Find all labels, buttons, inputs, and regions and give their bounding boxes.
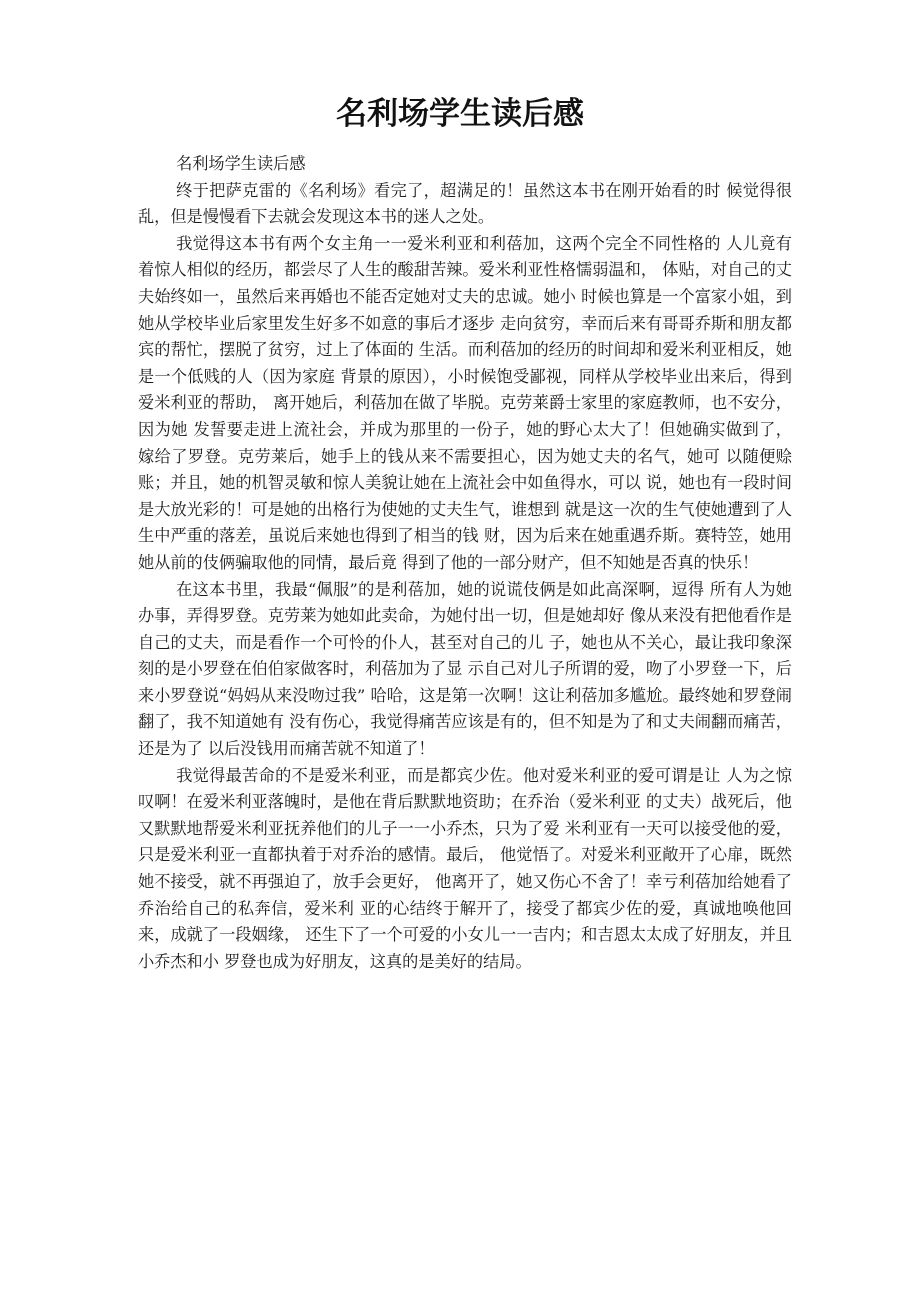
paragraph: 我觉得最苦命的不是爱米利亚，而是都宾少佐。他对爱米利亚的爱可谓是让 人为之惊叹啊！在爱米利亚落魄时，是他在背后默默地资助；在乔治（爱米利亚 的丈夫）战死后，他又默默地帮爱米利亚抚养他们的儿子一一小乔杰，只为了爱 米利亚有一天可以接受他的爱，只是爱米利亚一直都执着于对乔治的感情。最后， 他觉悟了。对爱米利亚敞开了心扉，既然她不接受，就不再强迫了，放手会更好， 他离开了，她又伤心不舍了！幸亏利蓓加给她看了乔治给自己的私奔信，爱米利 亚的心结终于解开了，接受了都宾少佐的爱，真诚地唤他回来，成就了一段姻缘， 还生下了一个可爱的小女儿一一吉内；和吉恩太太成了好朋友，并且小乔杰和小 罗登也成为好朋友，这真的是美好的结局。 xyxy=(138,765,792,971)
paragraph: 我觉得这本书有两个女主角一一爱米利亚和利蓓加，这两个完全不同性格的 人儿竟有着惊人相似的经历，都尝尽了人生的酸甜苦辣。爱米利亚性格懦弱温和， 体贴，对自己的丈夫始终如一，虽然后来再婚也不能否定她对丈夫的忠诚。她小 时候也算是一个富家小姐，到她从学校毕业后家里发生好多不如意的事后才逐步 走向贫穷，幸而后来有哥哥乔斯和朋友都宾的帮忙，摆脱了贫穷，过上了体面的 生活。而利蓓加的经历的时间却和爱米利亚相反，她是一个低贱的人（因为家庭 背景的原因），小时候饱受鄙视，同样从学校毕业出来后，得到爱米利亚的帮助， 离开她后，利蓓加在做了毕脱。克劳莱爵士家里的家庭教师，也不安分，因为她 发誓要走进上流社会，并成为那里的一份子，她的野心太大了！但她确实做到了， 嫁给了罗登。克劳莱后，她手上的钱从来不需要担心，因为她丈夫的名气，她可 以随便赊账；并且，她的机智灵敏和惊人美貌让她在上流社会中如鱼得水，可以 说，她也有一段时间是大放光彩的！可是她的出格行为使她的丈夫生气，谁想到 就是这一次的生气使她遭到了人生中严重的落差，虽说后来她也得到了相当的钱 财，因为后来在她重遇乔斯。赛特笠，她用她从前的伎俩骗取他的同情，最后竟 得到了他的一部分财产，但不知她是否真的快乐！ xyxy=(138,233,792,572)
article-body xyxy=(138,151,792,975)
paragraph: 在这本书里，我最“佩服”的是利蓓加，她的说谎伎俩是如此高深啊，逗得 所有人为她办事，弄得罗登。克劳莱为她如此卖命，为她付出一切，但是她却好 像从来没有把他看作是自己的丈夫，而是看作一个可怜的仆人，甚至对自己的儿 子，她也从不关心，最让我印象深刻的是小罗登在伯伯家做客时，利蓓加为了显 示自己对儿子所谓的爱，吻了小罗登一下，后来小罗登说“妈妈从来没吻过我” 哈哈，这是第一次啊！这让利蓓加多尴尬。最终她和罗登闹翻了，我不知道她有 没有伤心，我觉得痛苦应该是有的，但不知是为了和丈夫闹翻而痛苦，还是为了 以后没钱用而痛苦就不知道了！ xyxy=(138,579,792,759)
paragraph: 终于把萨克雷的《名利场》看完了，超满足的！虽然这本书在刚开始看的时 候觉得很乱，但是慢慢看下去就会发现这本书的迷人之处。 xyxy=(138,180,792,227)
page-title: 名利场学生读后感 xyxy=(336,96,584,132)
paragraph-subtitle: 名利场学生读后感 xyxy=(176,154,306,173)
